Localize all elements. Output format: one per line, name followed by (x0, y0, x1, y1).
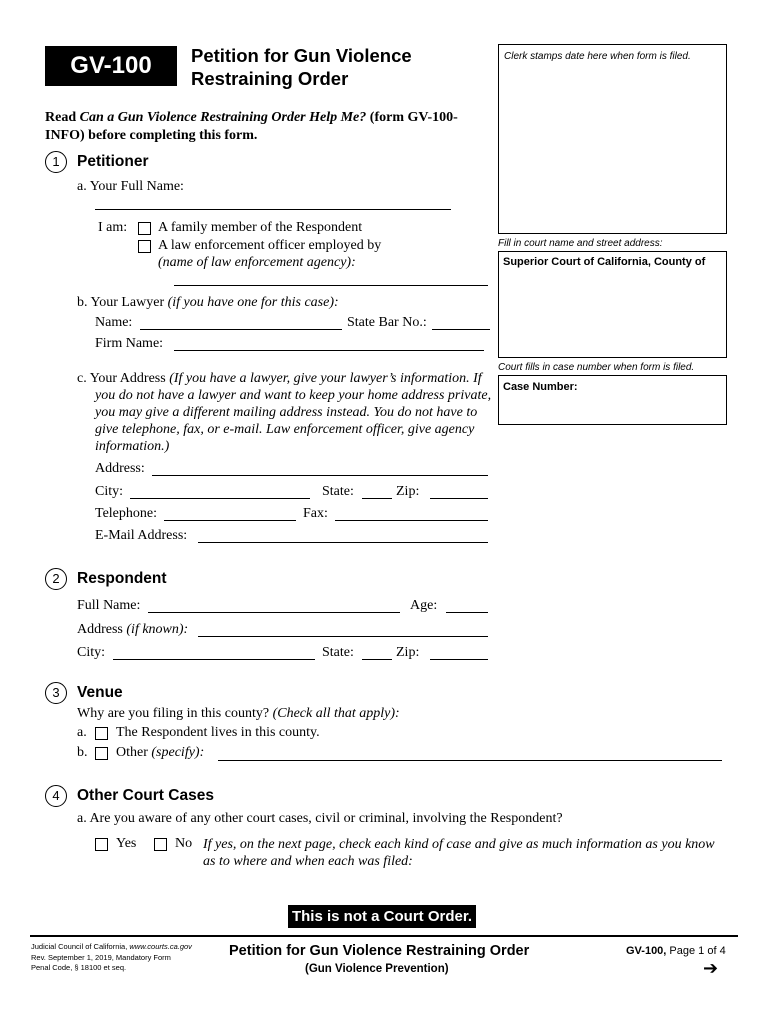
footer-page-number: Page 1 of 4 (666, 945, 726, 957)
address-hint-5: information.) (95, 439, 170, 454)
intro-read: Read (45, 110, 80, 125)
venue-b-letter: b. (77, 745, 88, 760)
other-cases-hint (203, 836, 733, 870)
next-page-arrow-icon[interactable]: ➔ (703, 958, 719, 978)
firm-name-label: Firm Name: (95, 336, 164, 351)
respondent-address-field[interactable] (198, 636, 488, 637)
petitioner-zip-label: Zip: (396, 484, 420, 499)
court-name: Superior Court of California, County of (503, 256, 706, 268)
footer-revision: Rev. September 1, 2019, Mandatory Form (31, 952, 171, 962)
respondent-city-field[interactable] (113, 659, 315, 660)
footer-penal-code: Penal Code, § 18100 et seq. (31, 963, 127, 972)
clerk-stamp-label: Clerk stamps date here when form is filed. (504, 51, 691, 62)
intro-info-title: Can a Gun Violence Restraining Order Help Me? (79, 110, 367, 125)
petitioner-fax-label: Fax: (303, 506, 328, 521)
section-1-number: 1 (45, 151, 67, 173)
case-number-box[interactable] (498, 375, 727, 425)
form-code: GV-100 (70, 52, 152, 79)
petitioner-email-field[interactable] (198, 542, 488, 543)
law-enforcement-label: A law enforcement officer employed by (158, 238, 382, 253)
other-cases-question: a. Are you aware of any other court cases, civil or criminal, involving the Respondent? (77, 811, 563, 826)
other-cases-yes-label: Yes (116, 836, 137, 851)
section-2-title: Respondent (77, 570, 167, 587)
venue-a-letter: a. (77, 725, 87, 740)
lawyer-name-label: Name: (95, 315, 133, 330)
address-hint-1: (If you have a lawyer, give your lawyer’s information. If (169, 371, 482, 386)
respondent-city-label: City: (77, 645, 106, 660)
lawyer-label (77, 295, 339, 311)
petitioner-telephone-label: Telephone: (95, 506, 157, 521)
agency-name-hint: (name of law enforcement agency): (158, 255, 356, 270)
petitioner-address-label: Address: (95, 461, 145, 476)
footer-form-code: GV-100, (626, 945, 667, 957)
intro-form-ref-2: INFO) before completing this form. (45, 128, 258, 143)
footer-council: Judicial Council of California, (31, 942, 130, 951)
not-court-order-text: This is not a Court Order. (291, 908, 473, 925)
respondent-age-field[interactable] (446, 612, 488, 613)
respondent-state-label: State: (322, 645, 354, 660)
form-title (191, 44, 412, 90)
intro-text (45, 109, 485, 145)
petitioner-email-label: E-Mail Address: (95, 528, 188, 543)
petitioner-fax-field[interactable] (335, 520, 488, 521)
venue-respondent-lives-label: The Respondent lives in this county. (116, 725, 320, 740)
footer-rule (30, 935, 738, 937)
i-am-label: I am: (98, 220, 128, 235)
petitioner-city-field[interactable] (130, 498, 310, 499)
other-cases-hint-2: as to where and when each was filed: (203, 854, 413, 869)
form-code-badge (45, 46, 177, 86)
section-3-number: 3 (45, 682, 67, 704)
petitioner-name-label: a. Your Full Name: (77, 179, 184, 194)
venue-other-checkbox[interactable] (95, 747, 108, 760)
state-bar-field[interactable] (432, 329, 490, 330)
court-name-label: Fill in court name and street address: (498, 238, 663, 249)
petitioner-state-field[interactable] (362, 498, 392, 499)
not-court-order-banner (288, 905, 476, 928)
venue-question-text: Why are you filing in this county? (77, 706, 273, 721)
footer-council-url: www.courts.ca.gov (129, 942, 192, 951)
respondent-address-label (77, 622, 188, 638)
section-4-number: 4 (45, 785, 67, 807)
petitioner-name-field[interactable] (95, 209, 451, 210)
respondent-address-text: Address (77, 622, 127, 637)
venue-question (77, 706, 400, 722)
petitioner-telephone-field[interactable] (164, 520, 296, 521)
other-cases-no-label: No (175, 836, 193, 851)
form-title-line2: Restraining Order (191, 68, 349, 89)
court-name-box[interactable] (498, 251, 727, 358)
family-member-checkbox[interactable] (138, 222, 151, 235)
respondent-name-label: Full Name: (77, 598, 141, 613)
petitioner-city-label: City: (95, 484, 124, 499)
intro-form-ref: (form GV-100- (366, 110, 458, 125)
venue-other-text: Other (116, 745, 152, 760)
family-member-label: A family member of the Respondent (158, 220, 363, 235)
respondent-address-hint: (if known): (126, 622, 189, 637)
venue-question-hint: (Check all that apply): (272, 706, 400, 721)
address-hint-4: give telephone, fax, or e-mail. Law enforcement officer, give agency (95, 422, 475, 437)
section-2-number: 2 (45, 568, 67, 590)
case-number-hint: Court fills in case number when form is filed. (498, 362, 695, 373)
footer-subtitle: (Gun Violence Prevention) (305, 963, 449, 975)
lawyer-label-text: b. Your Lawyer (77, 295, 168, 310)
petitioner-zip-field[interactable] (430, 498, 488, 499)
petitioner-state-label: State: (322, 484, 354, 499)
respondent-state-field[interactable] (362, 659, 392, 660)
form-title-line1: Petition for Gun Violence (191, 45, 412, 66)
footer-title: Petition for Gun Violence Restraining Order (229, 943, 530, 959)
respondent-age-label: Age: (410, 598, 438, 613)
section-3-title: Venue (77, 684, 123, 701)
lawyer-name-field[interactable] (140, 329, 342, 330)
respondent-zip-label: Zip: (396, 645, 420, 660)
section-4-title: Other Court Cases (77, 787, 214, 804)
address-hint-2: you do not have a lawyer and want to keep your home address private, (95, 388, 492, 403)
venue-respondent-lives-checkbox[interactable] (95, 727, 108, 740)
venue-other-hint: (specify): (151, 745, 205, 760)
petitioner-address-field[interactable] (152, 475, 488, 476)
clerk-stamp-box (498, 44, 727, 234)
other-cases-hint-1: If yes, on the next page, check each kind of case and give as much information as you know (203, 837, 715, 852)
footer-page-info (626, 945, 726, 957)
address-hint-3: you may give a different mailing address instead. You do not have to (95, 405, 478, 420)
agency-name-field[interactable] (174, 285, 488, 286)
law-enforcement-checkbox[interactable] (138, 240, 151, 253)
address-instructions (77, 370, 497, 455)
venue-other-label (116, 745, 204, 761)
case-number-label: Case Number: (503, 381, 578, 393)
state-bar-label: State Bar No.: (347, 315, 427, 330)
address-label: c. Your Address (77, 371, 170, 386)
firm-name-field[interactable] (174, 350, 484, 351)
respondent-name-field[interactable] (148, 612, 400, 613)
other-cases-no-checkbox[interactable] (154, 838, 167, 851)
other-cases-yes-checkbox[interactable] (95, 838, 108, 851)
footer-council-info (31, 942, 192, 974)
section-1-title: Petitioner (77, 153, 149, 170)
venue-other-field[interactable] (218, 760, 722, 761)
respondent-zip-field[interactable] (430, 659, 488, 660)
lawyer-hint: (if you have one for this case): (167, 295, 339, 310)
